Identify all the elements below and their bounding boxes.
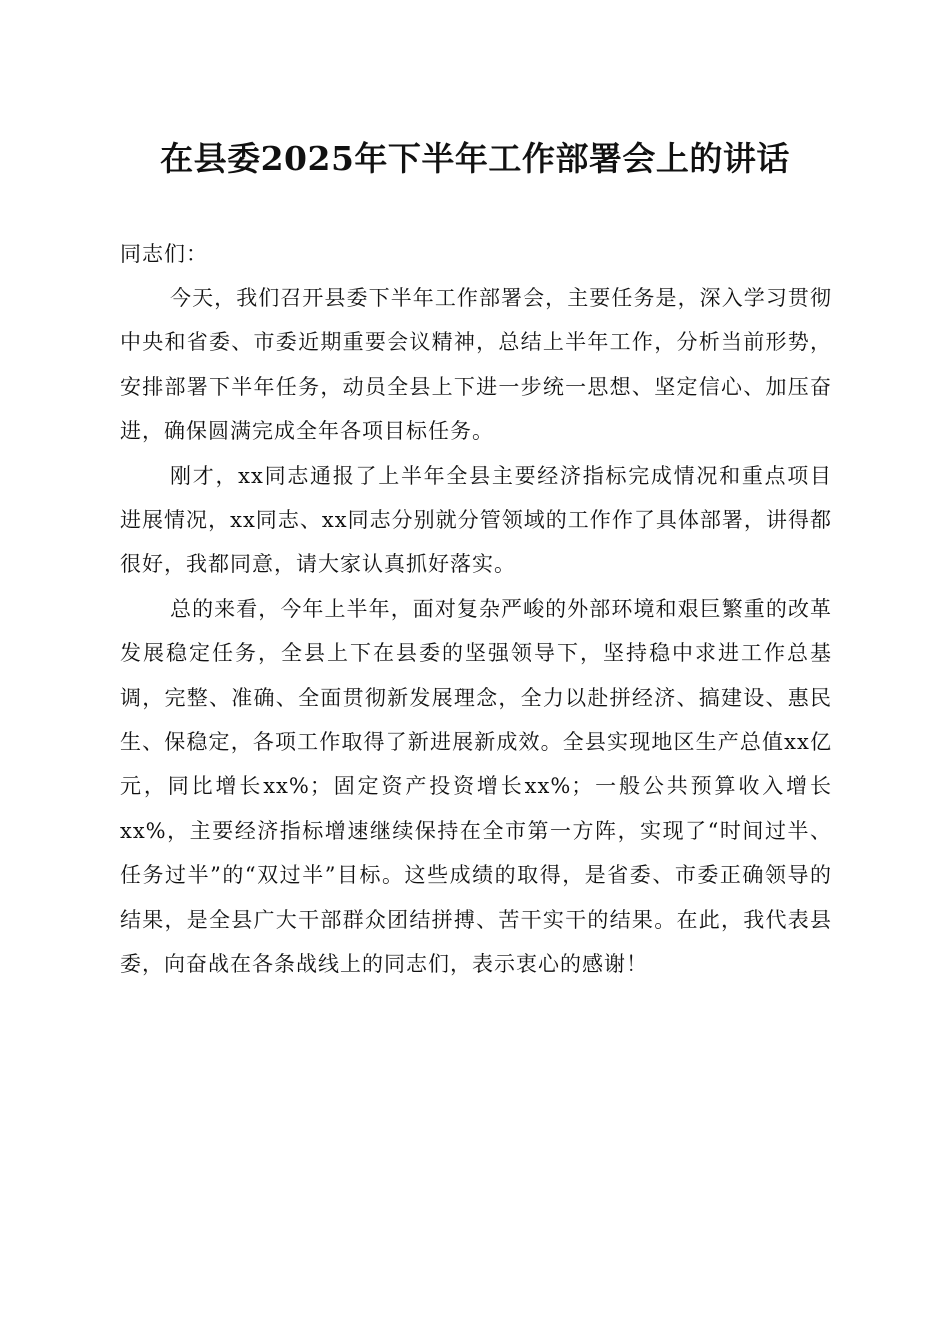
paragraph-opening: 今天，我们召开县委下半年工作部署会，主要任务是，深入学习贯彻中央和省委、市委近期重要会议精神，总结上半年工作，分析当前形势，安排部署下半年任务，动员全县上下进一步统一思想、坚定信心、加压奋进，确保圆满完成全年各项目标任务。 (120, 286, 832, 444)
document-title: 在县委2025年下半年工作部署会上的讲话 (160, 139, 790, 178)
document-body (120, 232, 832, 987)
salutation: 同志们： (120, 242, 208, 266)
paragraph-summary: 总的来看，今年上半年，面对复杂严峻的外部环境和艰巨繁重的改革发展稳定任务，全县上下在县委的坚强领导下，坚持稳中求进工作总基调，完整、准确、全面贯彻新发展理念，全力以赴拼经济、搞建设、惠民生、保稳定，各项工作取得了新进展新成效。全县实现地区生产总值xx亿元，同比增长xx%；固定资产投资增长xx%；一般公共预算收入增长xx%，主要经济指标增速继续保持在全市第一方阵，实现了“时间过半、任务过半”的“双过半”目标。这些成绩的取得，是省委、市委正确领导的结果，是全县广大干部群众团结拼搏、苦干实干的结果。在此，我代表县委，向奋战在各条战线上的同志们，表示衷心的感谢！ (120, 596, 832, 977)
paragraph-reports: 刚才，xx同志通报了上半年全县主要经济指标完成情况和重点项目进展情况，xx同志、xx同志分别就分管领域的工作作了具体部署，讲得都很好，我都同意，请大家认真抓好落实。 (120, 463, 832, 577)
